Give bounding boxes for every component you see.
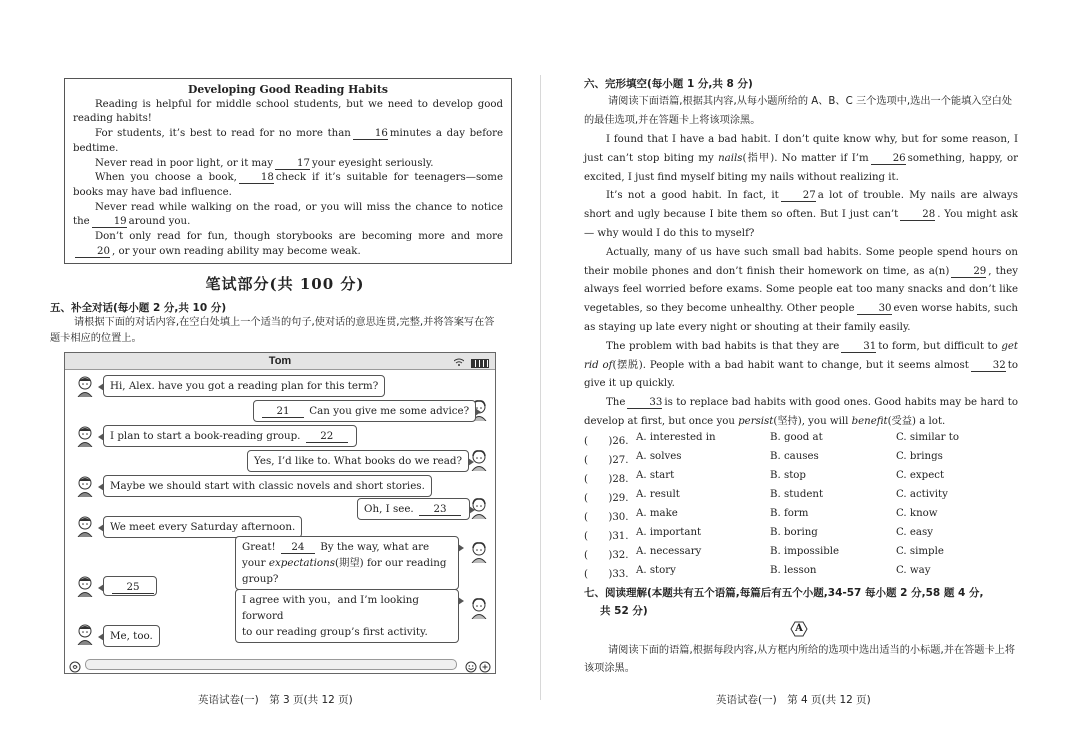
option-a[interactable]: A. necessary bbox=[636, 546, 702, 557]
blank-22: 22 bbox=[306, 431, 348, 443]
blank-29: 29 bbox=[951, 266, 986, 278]
option-row: ( )31. A. important B. boring C. easy bbox=[584, 527, 933, 542]
option-c[interactable]: C. simple bbox=[896, 546, 944, 557]
chat-message-alex: 21 Can you give me some advice? bbox=[253, 400, 476, 422]
blank-17: 17 bbox=[275, 158, 310, 170]
blank-30: 30 bbox=[857, 303, 892, 315]
cloze-paragraph: The 33 is to replace bad habits with good ones. Good habits may be hard to develop at first, but once you persist(坚持), you will benefit(受益) a lot. bbox=[584, 397, 1018, 427]
tom-avatar-icon bbox=[75, 375, 95, 397]
passage-paragraph: When you choose a book, 18 check if it’s suitable for teenagers—some books may have bad influence. bbox=[73, 172, 503, 198]
chat-window bbox=[64, 352, 496, 674]
chat-contact-name: Tom bbox=[268, 355, 292, 367]
tom-avatar-icon bbox=[75, 515, 95, 537]
option-b[interactable]: B. form bbox=[770, 508, 809, 519]
chat-message-tom: Maybe we should start with classic novels and short stories. bbox=[103, 475, 432, 497]
tom-avatar-icon bbox=[75, 475, 95, 497]
blank-19: 19 bbox=[92, 216, 127, 228]
option-c[interactable]: C. know bbox=[896, 508, 938, 519]
passage-paragraph: Never read while walking on the road, or you will miss the chance to notice the 19 around you. bbox=[73, 201, 503, 228]
section7-heading: 七、阅读理解(本题共有五个语篇,每篇后有五个小题,34-57 每小题 2 分,58 题 4 分, 共 52 分) bbox=[584, 587, 984, 617]
option-row: ( )30. A. make B. form C. know bbox=[584, 508, 938, 523]
reading-passage-box bbox=[64, 78, 512, 264]
tom-avatar-icon bbox=[75, 425, 95, 447]
left-page bbox=[50, 70, 520, 710]
option-c[interactable]: C. similar to bbox=[896, 432, 959, 443]
option-a[interactable]: A. solves bbox=[636, 451, 682, 462]
blank-21: 21 bbox=[262, 406, 304, 418]
tom-avatar-icon bbox=[75, 623, 95, 645]
section5-heading: 五、补全对话(每小题 2 分,共 10 分) bbox=[50, 302, 227, 314]
page-divider bbox=[540, 75, 541, 700]
passage-title: Developing Good Reading Habits bbox=[188, 83, 388, 96]
blank-16: 16 bbox=[353, 128, 388, 140]
option-a[interactable]: A. story bbox=[636, 565, 676, 576]
option-a[interactable]: A. make bbox=[636, 508, 678, 519]
passage-paragraph: Don’t only read for fun, though storybooks are becoming more and more20 , or your own reading ability may become weak. bbox=[73, 230, 503, 259]
option-row: ( )26. A. interested in B. good at C. similar to bbox=[584, 432, 959, 447]
tom-avatar-icon bbox=[75, 575, 95, 597]
alex-avatar-icon bbox=[469, 597, 489, 619]
right-page bbox=[584, 70, 1018, 710]
blank-18: 18 bbox=[239, 172, 274, 184]
chat-message-tom bbox=[103, 576, 157, 596]
chat-message-tom: Hi, Alex. have you got a reading plan for this term? bbox=[103, 375, 385, 397]
option-c[interactable]: C. way bbox=[896, 565, 931, 576]
section5-instruction: 请根据下面的对话内容,在空白处填上一个适当的句子,使对话的意思连贯,完整,并将答案写在答题卡相应的位置上。 bbox=[50, 317, 495, 344]
option-b[interactable]: B. lesson bbox=[770, 565, 817, 576]
blank-31: 31 bbox=[841, 341, 876, 353]
chat-title-bar bbox=[65, 353, 495, 370]
option-row: ( )27. A. solves B. causes C. brings bbox=[584, 451, 943, 466]
chat-message-alex: Yes, I’d like to. What books do we read? bbox=[247, 450, 469, 472]
cloze-passage bbox=[584, 131, 1018, 432]
option-c[interactable]: C. activity bbox=[896, 489, 948, 500]
passage-paragraph: Reading is helpful for middle school students, but we need to develop good reading habits! bbox=[73, 98, 503, 125]
voice-icon[interactable] bbox=[69, 658, 81, 677]
passage-paragraph: Never read in poor light, or it may 17 your eyesight seriously. bbox=[95, 157, 434, 169]
chat-message-alex: I agree with you，and I’m looking forword to our reading group’s first activity. bbox=[235, 589, 459, 643]
chat-message-alex: Oh, I see. 23 bbox=[357, 498, 470, 520]
passage-paragraph: For students, it’s best to read for no more than 16 minutes a day before bedtime. bbox=[73, 128, 503, 154]
option-a[interactable]: A. result bbox=[636, 489, 680, 500]
chat-message-tom: Me, too. bbox=[103, 625, 160, 647]
emoji-icon[interactable] bbox=[465, 658, 477, 677]
passage-label-badge: A bbox=[790, 621, 808, 637]
option-b[interactable]: B. good at bbox=[770, 432, 823, 443]
option-c[interactable]: C. easy bbox=[896, 527, 933, 538]
option-b[interactable]: B. boring bbox=[770, 527, 818, 538]
option-b[interactable]: B. impossible bbox=[770, 546, 840, 557]
chat-message-tom: I plan to start a book-reading group. 22 bbox=[103, 425, 357, 447]
blank-33: 33 bbox=[627, 397, 662, 409]
option-row: ( )33. A. story B. lesson C. way bbox=[584, 565, 931, 580]
blank-20: 20 bbox=[75, 246, 110, 258]
status-icons bbox=[454, 355, 489, 371]
message-input[interactable] bbox=[85, 659, 457, 670]
option-b[interactable]: B. student bbox=[770, 489, 824, 500]
option-c[interactable]: C. brings bbox=[896, 451, 943, 462]
option-row: ( )28. A. start B. stop C. expect bbox=[584, 470, 945, 485]
section6-heading: 六、完形填空(每小题 1 分,共 8 分) bbox=[584, 78, 753, 90]
section7-instruction: 请阅读下面的语篇,根据每段内容,从方框内所给的选项中选出适当的小标题,并在答题卡上将该项涂黑。 bbox=[584, 645, 1016, 674]
cloze-paragraph: Actually, many of us have such small bad habits. Some people spend hours on their mobile phones and don’t finish their homework on time, as a(n) 29 , they always feel worried before exams. Some people eat too many snacks and don’t like vegetables, so they become unhealthy. Other people 30 even worse habits, such as staying up late every night or shouting at their family easily. bbox=[584, 246, 1019, 333]
option-a[interactable]: A. start bbox=[636, 470, 675, 481]
wifi-icon bbox=[454, 358, 467, 368]
cloze-paragraph: The problem with bad habits is that they are 31 to form, but difficult to get rid of(摆脱). People with a bad habit want to change, but it seems almost 32 to give it up quickly. bbox=[584, 340, 1018, 390]
blank-26: 26 bbox=[871, 153, 906, 165]
blank-28: 28 bbox=[900, 209, 935, 221]
option-b[interactable]: B. stop bbox=[770, 470, 806, 481]
blank-24: 24 bbox=[281, 542, 315, 554]
option-c[interactable]: C. expect bbox=[896, 470, 945, 481]
option-row: ( )29. A. result B. student C. activity bbox=[584, 489, 948, 504]
option-a[interactable]: A. important bbox=[636, 527, 702, 538]
cloze-paragraph: I found that I have a bad habit. I don’t quite know why, but for some reason, I just can’t stop biting my nails(指甲). No matter if I’m 26 something, happy, or excited, I just find myself biting my nails without realizing it. bbox=[584, 134, 1018, 183]
option-row: ( )32. A. necessary B. impossible C. simple bbox=[584, 546, 944, 561]
section6-instruction: 请阅读下面语篇,根据其内容,从每小题所给的 A、B、C 三个选项中,选出一个能填入空白处的最佳选项,并在答题卡上将该项涂黑。 bbox=[584, 96, 1013, 126]
blank-27: 27 bbox=[781, 190, 816, 202]
option-b[interactable]: B. causes bbox=[770, 451, 819, 462]
chat-message-alex: Great! 24 By the way, what are your expectations(期望) for our reading group? bbox=[235, 536, 459, 590]
cloze-paragraph: It’s not a good habit. In fact, it 27 a lot of trouble. My nails are always short and ugly because I bite them so often. But I just can’t 28 . You might ask — why would I do this to myself? bbox=[584, 190, 1018, 239]
alex-avatar-icon bbox=[469, 541, 489, 563]
blank-25: 25 bbox=[112, 582, 154, 594]
blank-32: 32 bbox=[971, 360, 1006, 372]
option-a[interactable]: A. interested in bbox=[636, 432, 716, 443]
battery-icon bbox=[471, 359, 489, 368]
blank-23: 23 bbox=[419, 504, 461, 516]
chat-input-area bbox=[69, 658, 491, 670]
page-footer-right: 英语试卷(一) 第 4 页(共 12 页) bbox=[716, 694, 871, 706]
chat-message-tom: We meet every Saturday afternoon. bbox=[103, 516, 302, 538]
written-test-title: 笔试部分(共 100 分) bbox=[205, 275, 365, 293]
page-footer-left: 英语试卷(一) 第 3 页(共 12 页) bbox=[198, 694, 353, 706]
add-icon[interactable] bbox=[479, 658, 491, 677]
